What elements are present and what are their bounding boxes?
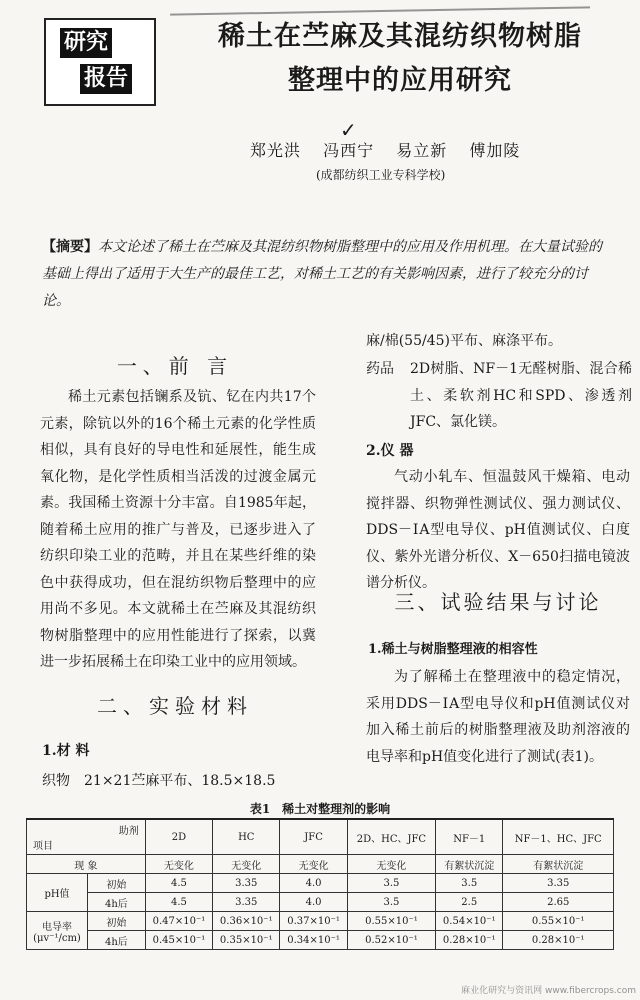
- table-cell: 2.5: [436, 893, 503, 912]
- table-cell: 0.36×10⁻¹: [213, 912, 280, 931]
- corner-top-label: 助剂: [118, 826, 139, 837]
- author: 易立新: [396, 141, 448, 160]
- table-cell: 0.54×10⁻¹: [436, 912, 503, 931]
- table-cell: 0.35×10⁻¹: [213, 931, 280, 950]
- results-table: [26, 818, 614, 950]
- author: 傅加陵: [469, 141, 521, 160]
- row-label: 现 象: [27, 855, 146, 874]
- section-2-title: 二、实验材料: [97, 694, 253, 718]
- column-header: HC: [213, 819, 280, 855]
- section-3-title: 三、试验结果与讨论: [394, 590, 602, 614]
- table-row: [27, 912, 614, 931]
- table-corner-cell: [27, 819, 146, 855]
- table-cell: 3.5: [436, 874, 503, 893]
- fabric-line: 织物 21×21苎麻平布、18.5×18.5: [42, 773, 276, 789]
- table-header-row: [27, 819, 614, 855]
- table-cell: 3.35: [213, 874, 280, 893]
- section-1-title: 一、前 言: [116, 354, 234, 378]
- title-line-2: 整理中的应用研究: [288, 65, 512, 96]
- instruments-text: 气动小轧车、恒温鼓风干燥箱、电动搅拌器、织物弹性测试仪、强力测试仪、DDS－ⅠA型电导仪、pH值测试仪、白度仪、紫外光谱分析仪、X－650扫描电镜波谱分析仪。: [366, 469, 630, 591]
- title-line-1: 稀土在苎麻及其混纺织物树脂: [218, 21, 582, 52]
- table-cell: 0.28×10⁻¹: [503, 931, 614, 950]
- table-cell: 3.5: [347, 893, 435, 912]
- table-cell: 0.55×10⁻¹: [503, 912, 614, 931]
- table-cell: 0.55×10⁻¹: [347, 912, 435, 931]
- table-cell: 0.37×10⁻¹: [280, 912, 347, 931]
- table-caption: 表1 稀土对整理剂的影响: [249, 802, 391, 816]
- row-label: 初始: [88, 912, 146, 931]
- table-cell: 0.52×10⁻¹: [347, 931, 435, 950]
- table-cell: 0.47×10⁻¹: [145, 912, 212, 931]
- table-cell: 0.28×10⁻¹: [436, 931, 503, 950]
- table-cell: 2.65: [503, 893, 614, 912]
- table-row: [27, 931, 614, 950]
- table-cell: 3.5: [347, 874, 435, 893]
- table-cell: 无变化: [347, 855, 435, 874]
- table-cell: 有絮状沉淀: [503, 855, 614, 874]
- affiliation: (成都纺织工业专科学校): [316, 168, 446, 182]
- table-cell: 有絮状沉淀: [436, 855, 503, 874]
- abstract: [42, 234, 602, 315]
- abstract-label: 【摘要】: [42, 239, 98, 255]
- intro-paragraph: 稀土元素包括镧系及钪、钇在内共17个元素，除钪以外的16个稀土元素的化学性质相似，具有良好的导电性和延展性，能生成氧化物，是化学性质相当活泼的过渡金属元素。我国稀土资源十分丰富。自1985年起，随着稀土应用的推广与普及，已逐步进入了纺织印染工业的范畴，并且在某些纤维的染色中获得成功，但在混纺织物后整理中的应用尚不多见。本文就稀土在苎麻及其混纺织物树脂整理中的应用性能进行了探索，以冀进一步拓展稀土在印染工业中的应用领域。: [40, 389, 316, 670]
- table-cell: 无变化: [280, 855, 347, 874]
- check-mark: ✓: [340, 118, 357, 142]
- abstract-text: 本文论述了稀土在苎麻及其混纺织物树脂整理中的应用及作用机理。在大量试验的基础上得出了适用于大生产的最佳工艺，对稀土工艺的有关影响因素，进行了较充分的讨论。: [42, 239, 602, 309]
- row-group-label: pH值: [27, 874, 88, 912]
- column-header: NF－1、HC、JFC: [503, 819, 614, 855]
- compatibility-text: 为了解稀土在整理液中的稳定情况，采用DDS－ⅠA型电导仪和pH值测试仪对加入稀土前后的树脂整理液及助剂溶液的电导率和pH值变化进行了测试(表1)。: [366, 669, 630, 765]
- row-label: 初始: [88, 874, 146, 893]
- column-badge: [44, 18, 156, 106]
- table-row: [27, 893, 614, 912]
- corner-bottom-label: 项目: [33, 841, 53, 852]
- subsection-compatibility: 1.稀土与树脂整理液的相容性: [368, 642, 538, 657]
- table-cell: 无变化: [145, 855, 212, 874]
- watermark: 麻业化研究与资讯网 www.fibercrops.com: [461, 986, 636, 996]
- row-group-label: 电导率(μv⁻¹/cm): [27, 912, 88, 950]
- chemicals-label: 药品: [366, 361, 394, 377]
- column-header: 2D: [145, 819, 212, 855]
- table-cell: 0.34×10⁻¹: [280, 931, 347, 950]
- column-header: 2D、HC、JFC: [347, 819, 435, 855]
- chemicals-text: 2D树脂、NF－1无醛树脂、混合稀土、柔软剂HC和SPD、渗透剂JFC、氯化镁。: [410, 361, 632, 430]
- subsection-instruments: 2.仪 器: [366, 443, 414, 459]
- column-header: JFC: [280, 819, 347, 855]
- table-row: [27, 855, 614, 874]
- row-label: 4h后: [88, 893, 146, 912]
- badge-line-1: 研究: [60, 28, 112, 58]
- author-list: [250, 138, 536, 161]
- column-header: NF－1: [436, 819, 503, 855]
- table-cell: 3.35: [213, 893, 280, 912]
- table-row: [27, 874, 614, 893]
- table-cell: 4.5: [145, 893, 212, 912]
- badge-line-2: 报告: [80, 64, 132, 94]
- table-cell: 4.5: [145, 874, 212, 893]
- table-cell: 无变化: [213, 855, 280, 874]
- author: 郑光洪: [250, 141, 302, 160]
- row-label: 4h后: [88, 931, 146, 950]
- table-cell: 4.0: [280, 874, 347, 893]
- author: 冯西宁: [323, 141, 375, 160]
- table-cell: 0.45×10⁻¹: [145, 931, 212, 950]
- fabric-continued: 麻/棉(55/45)平布、麻涤平布。: [366, 333, 562, 349]
- table-cell: 4.0: [280, 893, 347, 912]
- subsection-materials: 1.材 料: [42, 743, 90, 759]
- table-cell: 3.35: [503, 874, 614, 893]
